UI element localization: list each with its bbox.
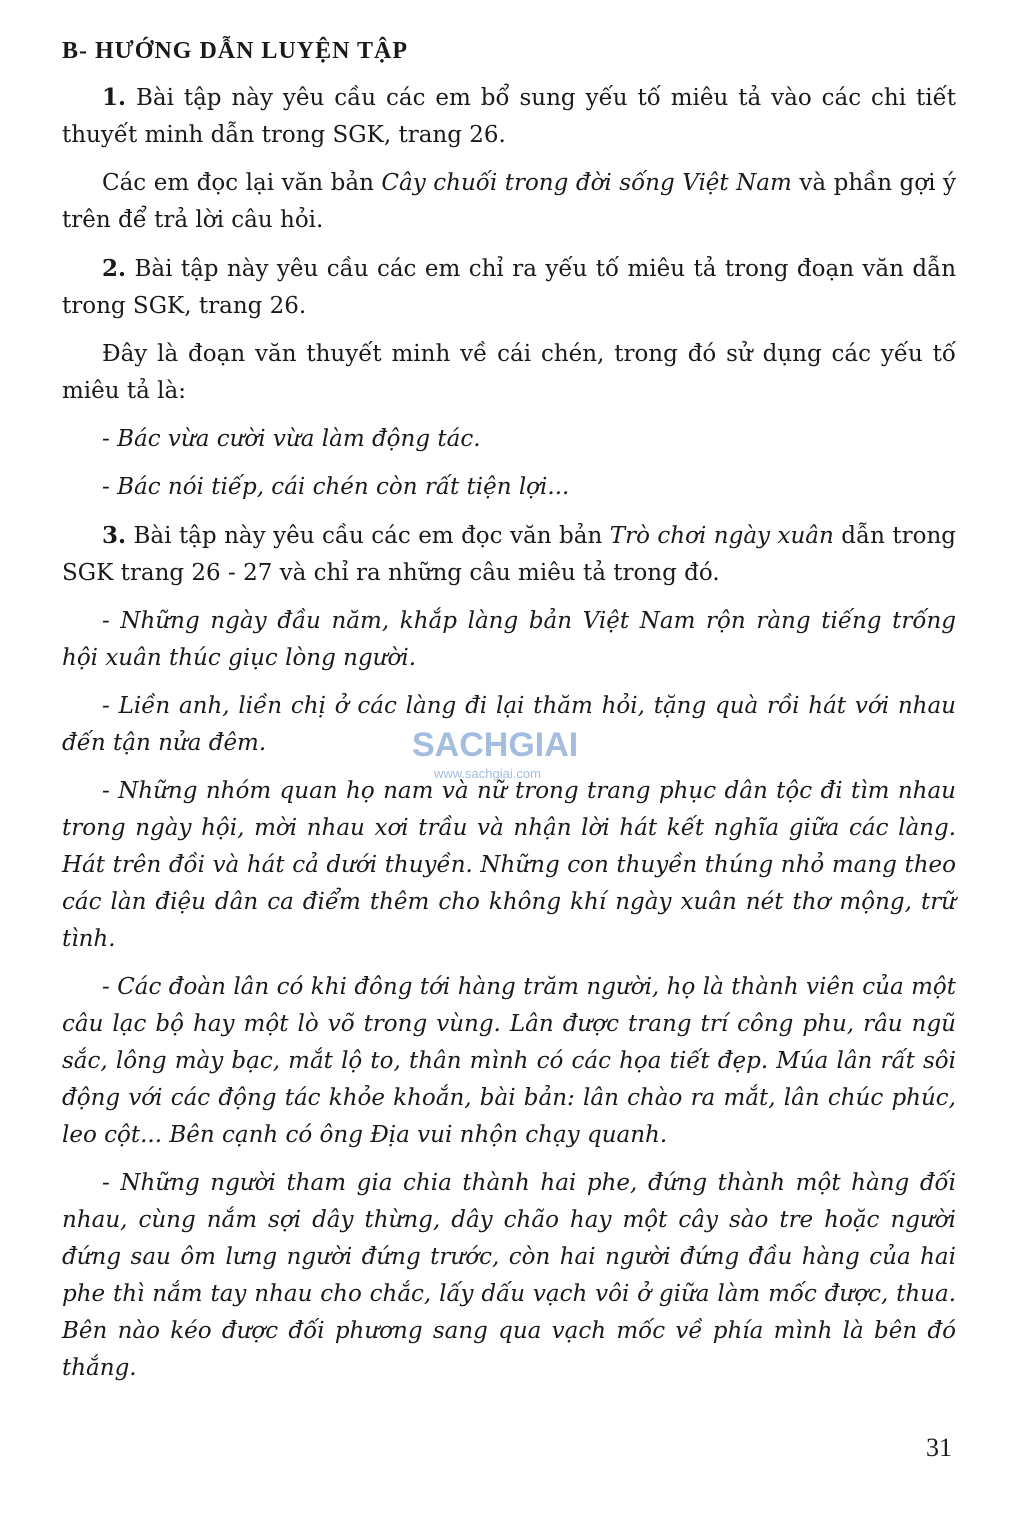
exercise-2: [62, 250, 956, 325]
guide-text: và phần gợi ý trên để trả lời câu hỏi.: [62, 170, 957, 233]
exercise-2-number: 2.: [102, 255, 127, 282]
exercise-3-text: Bài tập này yêu cầu các em đọc văn bản: [133, 523, 603, 549]
watermark-brand: SACHGIAI: [412, 726, 579, 764]
exercise-3-quote: - Những ngày đầu năm, khắp làng bản Việt Nam rộn ràng tiếng trống hội xuân thúc giục lòng người.: [62, 608, 956, 671]
exercise-2-quote: - Bác nói tiếp, cái chén còn rất tiện lợi...: [102, 474, 570, 500]
text-title: Trò chơi ngày xuân: [609, 523, 834, 549]
exercise-2-text: Bài tập này yêu cầu các em chỉ ra yếu tố miêu tả trong đoạn văn dẫn trong SGK, trang 26.: [62, 256, 957, 319]
text-title: Cây chuối trong đời sống Việt Nam: [381, 170, 792, 196]
page-number: 31: [926, 1433, 952, 1462]
exercise-3-quote: - Những người tham gia chia thành hai phe, đứng thành một hàng đối nhau, cùng nắm sợi dây thừng, dây chão hay một cây sào tre hoặc người đứng sau ôm lưng người đứng trước, còn hai người đứng đầu hàng của hai phe thì nắm tay nhau cho chắc, lấy dấu vạch vôi ở giữa làm mốc được, thua. Bên nào kéo được đối phương sang qua vạch mốc về phía mình là bên đó thắng.: [62, 1170, 956, 1381]
document-page: [62, 38, 956, 1398]
section-heading: B- HƯỚNG DẪN LUYỆN TẬP: [62, 38, 409, 64]
exercise-1-number: 1.: [102, 84, 127, 111]
exercise-2-intro: Đây là đoạn văn thuyết minh về cái chén, trong đó sử dụng các yếu tố miêu tả là:: [62, 341, 956, 404]
exercise-3-quote: - Những nhóm quan họ nam và nữ trong trang phục dân tộc đi tìm nhau trong ngày hội, mời nhau xơi trầu và nhận lời hát kết nghĩa giữa các làng. Hát trên đồi và hát cả dưới thuyền. Những con thuyền thúng nhỏ mang theo các làn điệu dân ca điểm thêm cho không khí ngày xuân nét thơ mộng, trữ tình.: [62, 778, 956, 952]
exercise-3-quote: - Các đoàn lân có khi đông tới hàng trăm người, họ là thành viên của một câu lạc bộ hay một lò võ trong vùng. Lân được trang trí công phu, râu ngũ sắc, lông mày bạc, mắt lộ to, thân mình có các họa tiết đẹp. Múa lân rất sôi động với các động tác khỏe khoắn, bài bản: lân chào ra mắt, lân chúc phúc, leo cột... Bên cạnh có ông Địa vui nhộn chạy quanh.: [62, 974, 956, 1148]
exercise-1-text: Bài tập này yêu cầu các em bổ sung yếu tố miêu tả vào các chi tiết thuyết minh dẫn trong SGK, trang 26.: [62, 85, 956, 148]
exercise-3-text: dẫn trong SGK trang 26 - 27 và chỉ ra những câu miêu tả trong đó.: [62, 523, 957, 586]
guide-text: Các em đọc lại văn bản: [102, 170, 374, 196]
watermark-url: www.sachgiai.com: [434, 766, 541, 781]
exercise-3-quote: - Liền anh, liền chị ở các làng đi lại thăm hỏi, tặng quà rồi hát với nhau đến tận nửa đêm.: [62, 693, 956, 756]
exercise-2-quote: - Bác vừa cười vừa làm động tác.: [102, 426, 481, 452]
exercise-3-number: 3.: [102, 522, 127, 549]
exercise-3: [62, 517, 956, 592]
exercise-1: [62, 79, 956, 154]
exercise-1-guide: [62, 165, 956, 239]
